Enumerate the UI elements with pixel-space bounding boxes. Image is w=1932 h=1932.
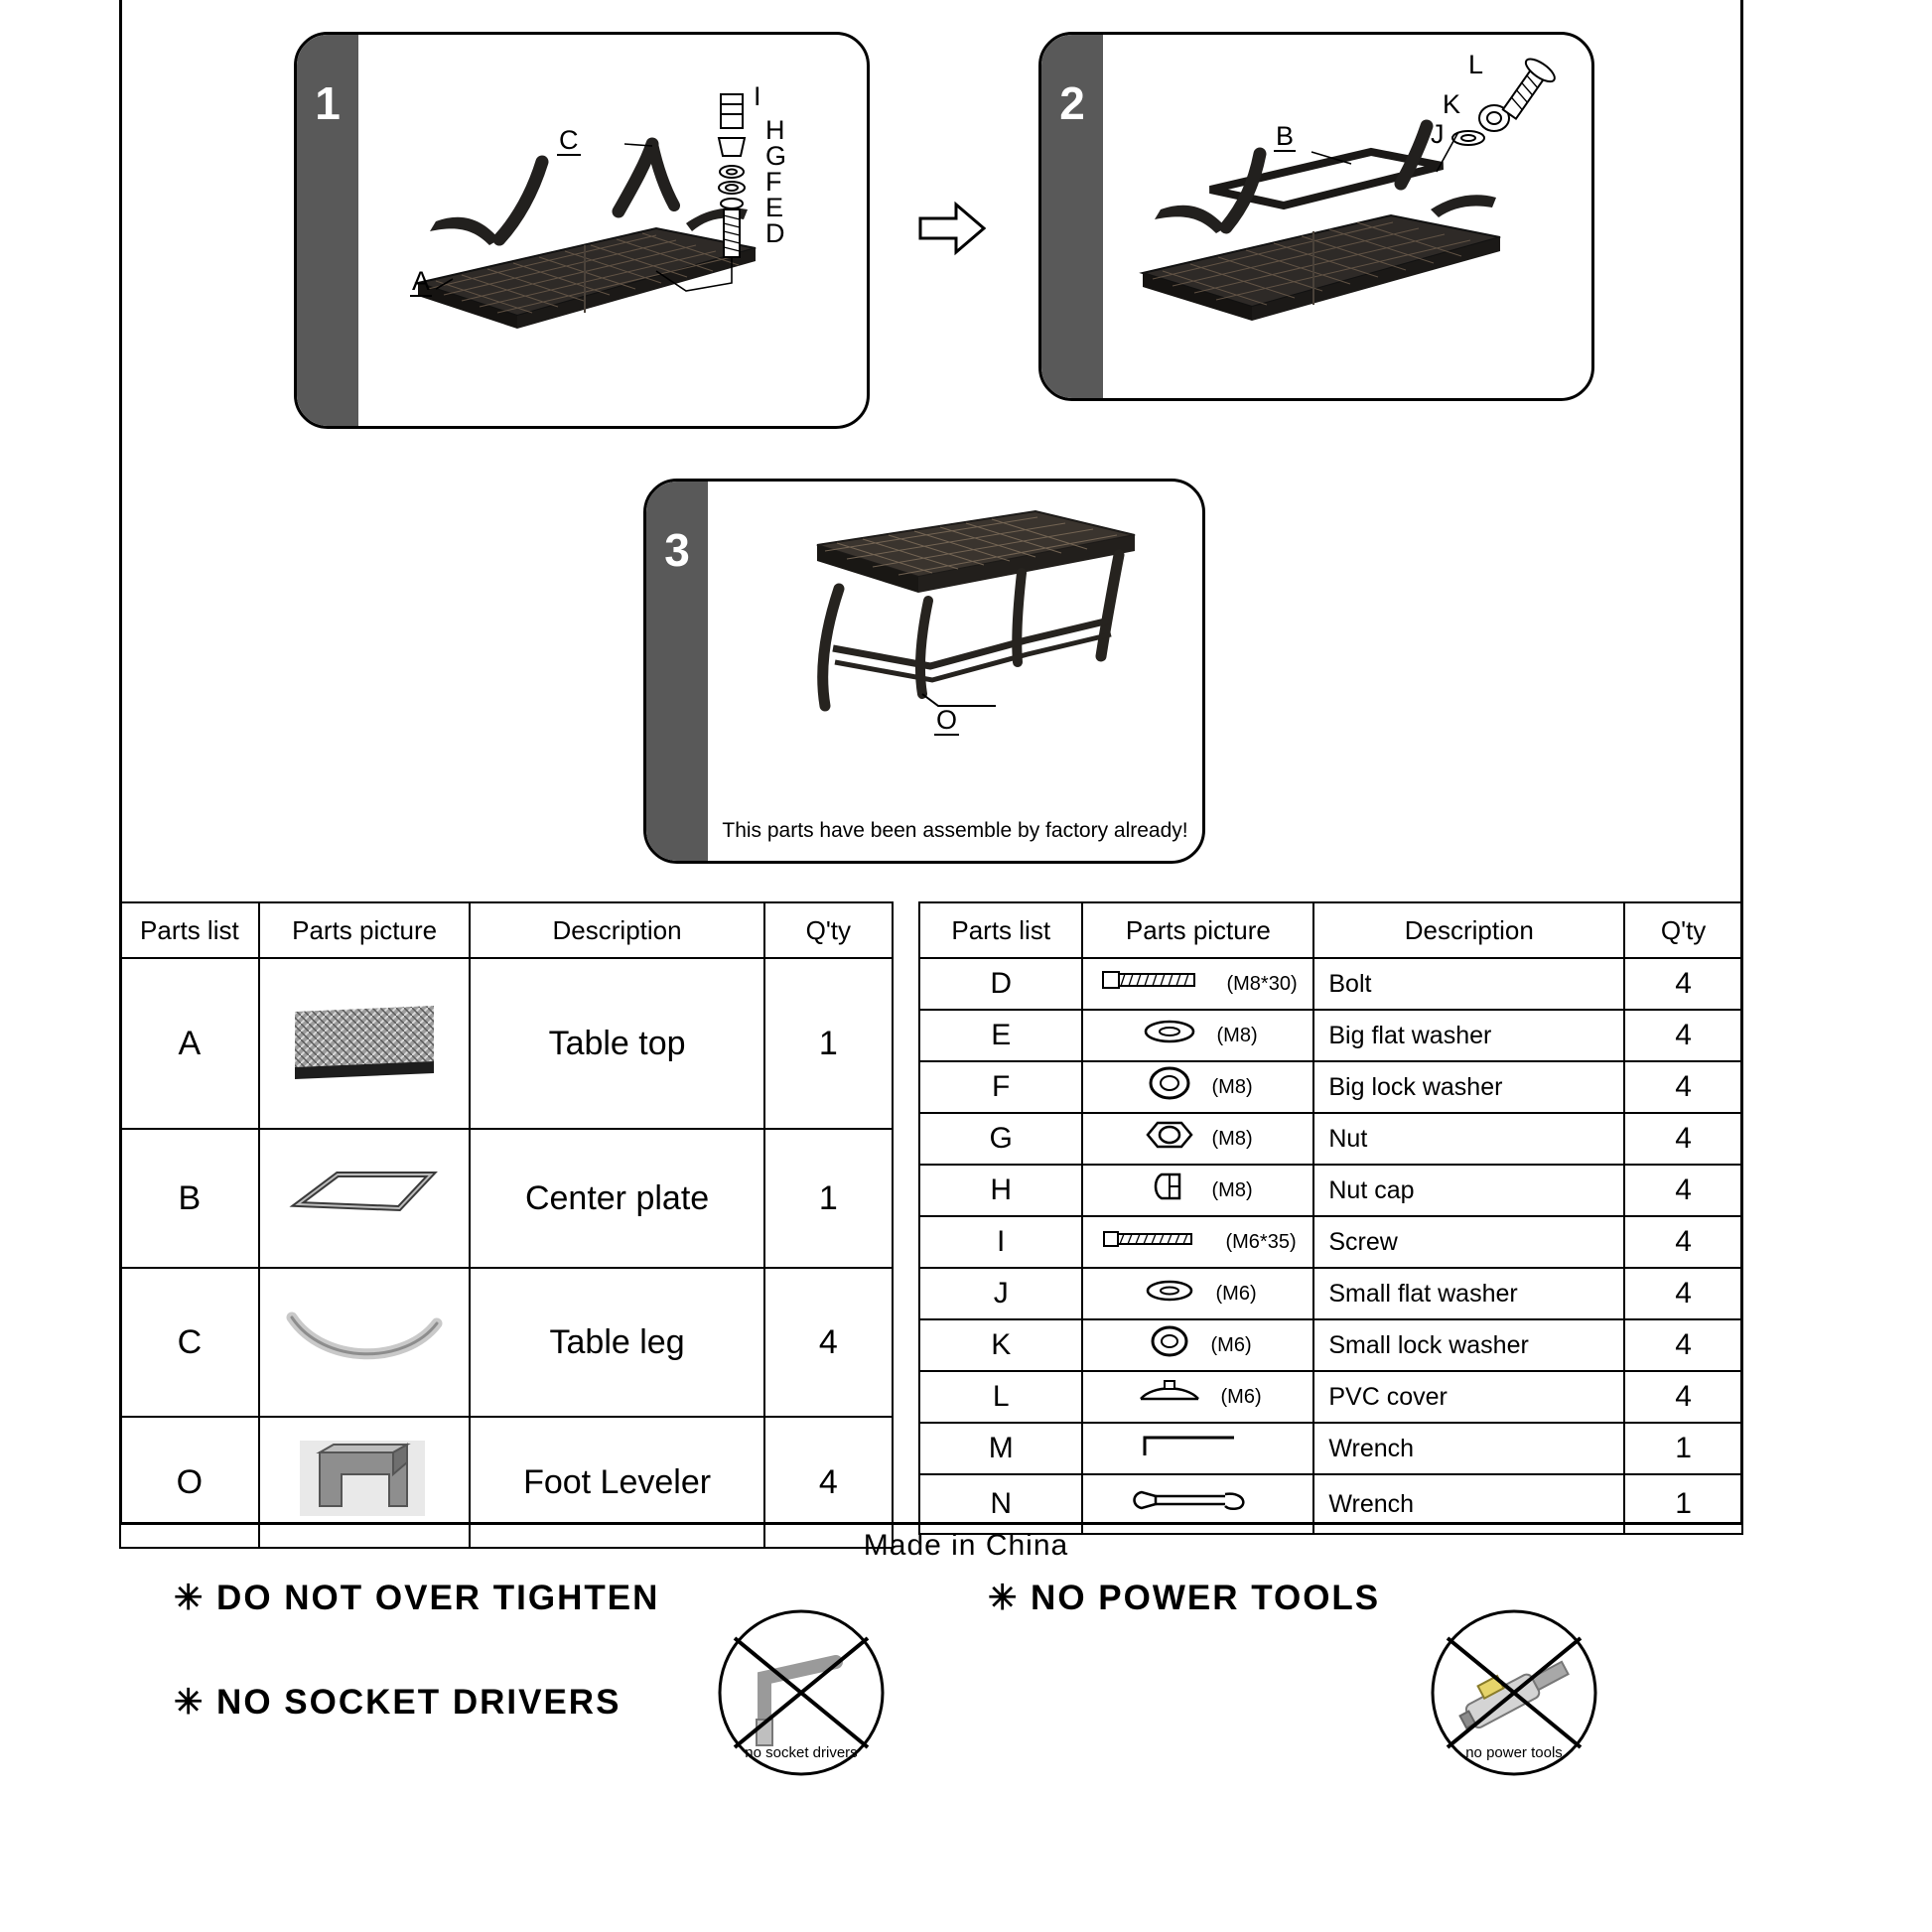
table-row [919, 1371, 1742, 1423]
part-spec: (M6*35) [1225, 1231, 1297, 1254]
lock-washer-icon [1082, 1061, 1313, 1113]
parts-table-right [918, 901, 1743, 1535]
part-qty: 4 [1624, 1319, 1742, 1371]
table-row [919, 958, 1742, 1010]
part-letter: A [120, 958, 259, 1129]
part-description: Small lock washer [1313, 1319, 1624, 1371]
part-letter: I [919, 1216, 1082, 1268]
step-2-label-L: L [1468, 50, 1484, 79]
no-power-tools-caption: no power tools [1465, 1744, 1563, 1761]
part-description: Big flat washer [1313, 1010, 1624, 1061]
part-description: Nut cap [1313, 1165, 1624, 1216]
bolt-glyph [1099, 966, 1210, 994]
table-row [919, 1061, 1742, 1113]
open-wrench-glyph [1126, 1482, 1255, 1518]
step-2-label-B: B [1276, 121, 1295, 151]
part-description: PVC cover [1313, 1371, 1624, 1423]
step-2-panel [1038, 32, 1594, 401]
table-row [120, 1129, 893, 1268]
part-letter: L [919, 1371, 1082, 1423]
part-spec: (M8) [1211, 1127, 1253, 1150]
part-description: Nut [1313, 1113, 1624, 1165]
step-1-label-D: D [765, 218, 785, 248]
bolt-icon [1082, 958, 1313, 1010]
small-flat-washer-icon [1082, 1268, 1313, 1319]
open-wrench-icon [1082, 1474, 1313, 1534]
table-leg-icon [280, 1304, 449, 1373]
part-qty: 1 [764, 958, 893, 1129]
center-plate-photo [259, 1129, 471, 1268]
part-qty: 4 [1624, 1216, 1742, 1268]
part-letter: E [919, 1010, 1082, 1061]
part-letter: K [919, 1319, 1082, 1371]
step-1-label-I: I [754, 81, 761, 111]
nut-icon [1082, 1113, 1313, 1165]
step-2-label-J: J [1431, 119, 1445, 149]
foot-leveler-icon [290, 1433, 439, 1524]
step-flow-arrow-icon [918, 199, 988, 258]
step-1-panel [294, 32, 870, 429]
part-qty: 4 [1624, 1010, 1742, 1061]
table-row [919, 1319, 1742, 1371]
lock-washer-glyph [1144, 1066, 1195, 1100]
small-flat-washer-glyph [1140, 1278, 1199, 1304]
table-leg-photo [259, 1268, 471, 1417]
part-letter: J [919, 1268, 1082, 1319]
allen-wrench-icon [1082, 1423, 1313, 1474]
screw-icon [1082, 1216, 1313, 1268]
step-3-illustration [708, 482, 1202, 861]
part-qty: 4 [1624, 1061, 1742, 1113]
part-qty: 4 [1624, 1268, 1742, 1319]
step-1-label-H: H [765, 115, 785, 145]
part-qty: 4 [1624, 1371, 1742, 1423]
part-letter: O [120, 1417, 259, 1548]
part-letter: D [919, 958, 1082, 1010]
step-1-illustration [358, 35, 867, 426]
part-spec: (M8) [1216, 1024, 1258, 1046]
parts-table-left [119, 901, 894, 1549]
part-letter: B [120, 1129, 259, 1268]
table-row [919, 1216, 1742, 1268]
table-row [919, 1474, 1742, 1534]
step-2-illustration [1103, 35, 1591, 398]
allen-wrench-glyph [1131, 1430, 1250, 1459]
part-description: Center plate [470, 1129, 763, 1268]
part-description: Small flat washer [1313, 1268, 1624, 1319]
no-socket-drivers-icon [717, 1608, 886, 1777]
step-1-label-F: F [765, 167, 782, 197]
part-description: Big lock washer [1313, 1061, 1624, 1113]
table-row [120, 958, 893, 1129]
col-parts-picture: Parts picture [1082, 902, 1313, 958]
col-qty: Q'ty [764, 902, 893, 958]
part-qty: 4 [1624, 1113, 1742, 1165]
step-2-drawing [1103, 35, 1594, 398]
screw-glyph [1100, 1226, 1209, 1252]
part-description: Table top [470, 958, 763, 1129]
col-parts-picture: Parts picture [259, 902, 471, 958]
step-2-number: 2 [1041, 35, 1103, 398]
table-row [919, 1423, 1742, 1474]
nut-cap-icon [1082, 1165, 1313, 1216]
part-qty: 1 [1624, 1423, 1742, 1474]
part-description: Foot Leveler [470, 1417, 763, 1548]
table-row [919, 1268, 1742, 1319]
part-qty: 4 [764, 1268, 893, 1417]
col-description: Description [1313, 902, 1624, 958]
part-description: Table leg [470, 1268, 763, 1417]
part-qty: 4 [1624, 1165, 1742, 1216]
table-row [919, 1165, 1742, 1216]
part-qty: 1 [1624, 1474, 1742, 1534]
step-1-drawing [358, 35, 870, 426]
part-description: Bolt [1313, 958, 1624, 1010]
table-row [120, 1268, 893, 1417]
made-in-label: Made in China [863, 1529, 1069, 1562]
part-spec: (M8) [1211, 1075, 1253, 1098]
part-spec: (M8) [1211, 1178, 1253, 1201]
table-header-row [919, 902, 1742, 958]
nut-glyph [1144, 1118, 1195, 1152]
table-row [919, 1113, 1742, 1165]
no-socket-drivers-caption: no socket drivers [745, 1744, 858, 1761]
flat-washer-icon [1082, 1010, 1313, 1061]
step-3-number: 3 [646, 482, 708, 861]
step-1-number: 1 [297, 35, 358, 426]
step-1-label-E: E [765, 193, 784, 222]
no-power-tools-icon [1430, 1608, 1598, 1777]
nut-cap-glyph [1144, 1171, 1195, 1202]
step-1-label-A: A [412, 266, 431, 296]
part-description: Wrench [1313, 1474, 1624, 1534]
center-plate-icon [280, 1163, 449, 1226]
table-header-row [120, 902, 893, 958]
part-letter: N [919, 1474, 1082, 1534]
warning-no-power-tools: ✳ NO POWER TOOLS [988, 1579, 1381, 1617]
step-1-label-G: G [765, 141, 787, 171]
table-row [919, 1010, 1742, 1061]
step-3-label-O: O [936, 705, 958, 735]
part-letter: F [919, 1061, 1082, 1113]
small-lock-washer-glyph [1145, 1325, 1194, 1357]
pvc-cover-glyph [1135, 1379, 1204, 1407]
part-spec: (M6) [1220, 1385, 1262, 1408]
part-spec: (M6) [1215, 1283, 1257, 1306]
step-3-drawing [708, 482, 1205, 861]
col-parts-list: Parts list [120, 902, 259, 958]
part-description: Screw [1313, 1216, 1624, 1268]
warning-do-not-over-tighten: ✳ DO NOT OVER TIGHTEN [174, 1579, 660, 1617]
flat-washer-glyph [1139, 1018, 1200, 1045]
table-top-icon [285, 992, 444, 1087]
col-description: Description [470, 902, 763, 958]
table-top-photo [259, 958, 471, 1129]
part-spec: (M6) [1210, 1333, 1252, 1356]
part-qty: 4 [764, 1417, 893, 1548]
part-letter: C [120, 1268, 259, 1417]
warning-no-socket-drivers: ✳ NO SOCKET DRIVERS [174, 1683, 621, 1722]
step-2-label-K: K [1443, 89, 1461, 119]
col-parts-list: Parts list [919, 902, 1082, 958]
step-3-note: This parts have been assemble by factory already! [722, 819, 1188, 842]
part-spec: (M8*30) [1226, 972, 1298, 995]
pvc-cover-icon [1082, 1371, 1313, 1423]
part-description: Wrench [1313, 1423, 1624, 1474]
part-qty: 1 [764, 1129, 893, 1268]
part-letter: H [919, 1165, 1082, 1216]
step-1-label-C: C [559, 125, 579, 155]
col-qty: Q'ty [1624, 902, 1742, 958]
part-qty: 4 [1624, 958, 1742, 1010]
part-letter: G [919, 1113, 1082, 1165]
small-lock-washer-icon [1082, 1319, 1313, 1371]
part-letter: M [919, 1423, 1082, 1474]
step-3-panel [643, 479, 1205, 864]
